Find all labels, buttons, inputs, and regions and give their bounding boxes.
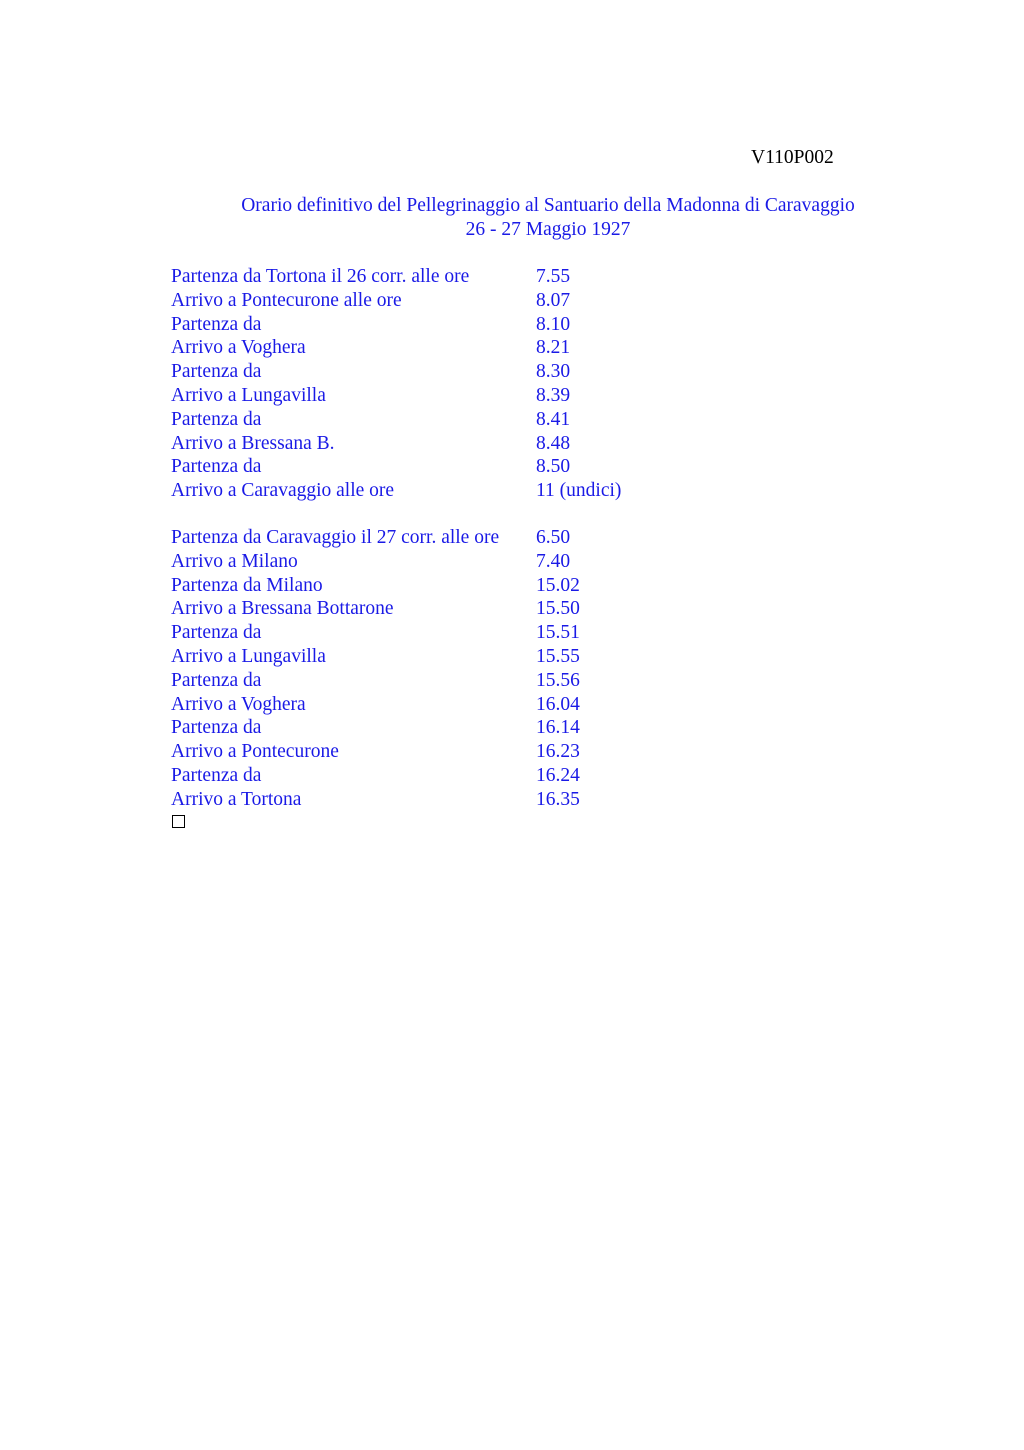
- stop-time: 15.56: [536, 669, 580, 691]
- stop-description: Arrivo a Caravaggio alle ore: [171, 480, 395, 502]
- stop-time: 8.30: [536, 361, 571, 383]
- stop-description: Partenza da Caravaggio il 27 corr. alle ore: [171, 527, 500, 548]
- stop-description: Partenza da: [171, 313, 262, 335]
- stop-description: Arrivo a Lungavilla: [171, 645, 326, 667]
- title-line-2: 26 - 27 Maggio 1927: [465, 218, 631, 240]
- stop-time: 16.04: [536, 693, 580, 715]
- title-line-1: Orario definitivo del Pellegrinaggio al Santuario della Madonna di Caravaggio: [241, 195, 855, 216]
- stop-description: Partenza da: [171, 717, 262, 739]
- stop-description: Partenza da: [171, 456, 262, 478]
- stop-time: 8.10: [536, 313, 571, 335]
- stop-time: 11 (undici): [536, 480, 622, 502]
- stop-description: Arrivo a Milano: [171, 550, 298, 572]
- stop-description: Arrivo a Bressana B.: [171, 432, 335, 454]
- stop-description: Arrivo a Voghera: [171, 693, 306, 715]
- stop-description: Arrivo a Voghera: [171, 337, 306, 359]
- stop-time: 8.07: [536, 289, 571, 311]
- stop-time: 16.24: [536, 764, 580, 786]
- stop-description: Partenza da: [171, 361, 262, 383]
- stop-description: Arrivo a Tortona: [171, 788, 302, 810]
- stop-description: Arrivo a Lungavilla: [171, 384, 326, 406]
- stop-description: Arrivo a Bressana Bottarone: [171, 598, 394, 620]
- stop-time: 15.51: [536, 622, 580, 644]
- stop-time: 7.40: [536, 550, 571, 572]
- stop-time: 16.14: [536, 717, 580, 739]
- stop-description: Arrivo a Pontecurone alle ore: [171, 289, 402, 311]
- stop-time: 16.23: [536, 741, 580, 763]
- stop-time: 8.39: [536, 384, 571, 406]
- stop-description: Partenza da: [171, 764, 262, 786]
- stop-description: Partenza da Milano: [171, 574, 323, 596]
- stop-description: Partenza da Tortona il 26 corr. alle ore: [171, 266, 470, 287]
- stop-description: Partenza da: [171, 669, 262, 691]
- stop-time: 8.21: [536, 337, 571, 359]
- document-code: V110P002: [751, 147, 834, 168]
- end-mark-box: [172, 815, 185, 828]
- stop-time: 6.50: [536, 527, 571, 548]
- stop-time: 8.50: [536, 456, 571, 478]
- stop-time: 8.48: [536, 432, 571, 454]
- stop-time: 15.50: [536, 598, 580, 620]
- stop-time: 15.02: [536, 574, 580, 596]
- document-title: [172, 194, 924, 241]
- stop-description: Partenza da: [171, 622, 262, 644]
- stop-description: Partenza da: [171, 408, 262, 430]
- stop-time: 15.55: [536, 645, 580, 667]
- stop-time: 7.55: [536, 266, 571, 287]
- stop-description: Arrivo a Pontecurone: [171, 741, 339, 763]
- stop-time: 16.35: [536, 788, 580, 810]
- stop-time: 8.41: [536, 408, 571, 430]
